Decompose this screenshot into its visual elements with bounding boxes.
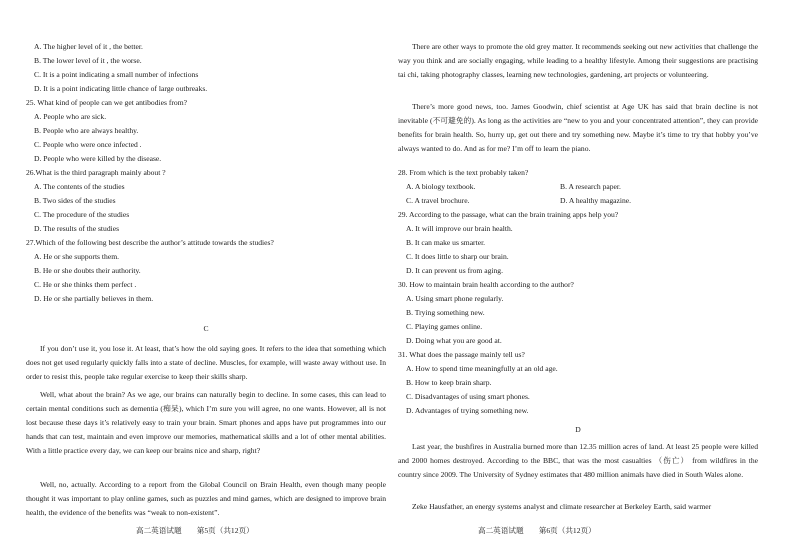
q29-stem: 29. According to the passage, what can the brain training apps help you? [398, 210, 619, 219]
q26-option-b: B. Two sides of the studies [34, 196, 116, 205]
q25-option-d: D. People who were killed by the disease. [34, 154, 162, 163]
q24-option-b: B. The lower level of it , the worse. [34, 56, 142, 65]
q27-stem: 27.Which of the following best describe the author’s attitude towards the studies? [26, 238, 274, 247]
q26-option-d: D. The results of the studies [34, 224, 120, 233]
q31-option-d: D. Advantages of trying something new. [406, 406, 529, 415]
q25-option-a: A. People who are sick. [34, 112, 107, 121]
q29-option-a: A. It will improve our brain health. [406, 224, 513, 233]
q31-option-b: B. How to keep brain sharp. [406, 378, 492, 387]
q31-option-a: A. How to spend time meaningfully at an old age. [406, 364, 558, 373]
q31-stem: 31. What does the passage mainly tell us? [398, 350, 525, 359]
q28-option-b: B. A research paper. [560, 182, 621, 191]
passage-c-paragraph-5: There’s more good news, too. James Goodwin, chief scientist at Age UK has said that brain decline is not inevitable (不可避免的). As long as the activities are “new to you and your concentrated attention”, they can provide benefits for brain health. So, hurry up, get out there and try something new. Maybe it’s time to try that hobby you’ve always wanted to do. And as for me? I’m off to learn the piano. [398, 102, 758, 153]
passage-d-paragraph-1: Last year, the bushfires in Australia burned more than 12.35 million acres of land. At least 25 people were killed and 2000 homes destroyed. According to the BBC, that was the most casualties （伤亡） from wildfires in the country since 2009. The University of Sydney estimates that 480 million animals have died in South Wales alone. [398, 442, 758, 479]
q29-option-b: B. It can make us smarter. [406, 238, 486, 247]
page-footer-left: 高二英语试题 第5页（共12页） [136, 526, 254, 535]
passage-c-paragraph-2: Well, what about the brain? As we age, our brains can naturally begin to decline. In some cases, this can lead to certain mental conditions such as dementia (痴呆), which I’m sure you will agree, no one wants. However, all is not lost because these days it’s relatively easy to train your brain. Smart phones and apps have put programmes into our hands that can test, maintain and even improve our memories, mathematical skills and a lot of other mental abilities. With a little practice every day, we can keep our brains nice and sharp, right? [26, 390, 386, 455]
q27-option-c: C. He or she thinks them perfect . [34, 280, 137, 289]
q29-option-c: C. It does little to sharp our brain. [406, 252, 509, 261]
q28-option-a: A. A biology textbook. [406, 182, 476, 191]
q30-option-d: D. Doing what you are good at. [406, 336, 502, 345]
q26-option-a: A. The contents of the studies [34, 182, 125, 191]
q26-option-c: C. The procedure of the studies [34, 210, 130, 219]
passage-c-paragraph-3: Well, no, actually. According to a report from the Global Council on Brain Health, even though many people thought it was important to play online games, such as puzzles and mind games, which are designed to improve brain health, the evidence of the benefits was “weak to non-existent”. [26, 480, 386, 517]
q27-option-d: D. He or she partially believes in them. [34, 294, 154, 303]
q30-option-a: A. Using smart phone regularly. [406, 294, 504, 303]
q24-option-c: C. It is a point indicating a small number of infections [34, 70, 199, 79]
q31-option-c: C. Disadvantages of using smart phones. [406, 392, 530, 401]
q25-option-c: C. People who were once infected . [34, 140, 142, 149]
section-d-heading: D [575, 425, 581, 434]
page-footer-right: 高二英语试题 第6页（共12页） [478, 526, 596, 535]
q28-stem: 28. From which is the text probably taken? [398, 168, 529, 177]
q25-option-b: B. People who are always healthy. [34, 126, 139, 135]
q27-option-a: A. He or she supports them. [34, 252, 119, 261]
q24-option-a: A. The higher level of it , the better. [34, 42, 143, 51]
q26-stem: 26.What is the third paragraph mainly about ? [26, 168, 166, 177]
q28-option-c: C. A travel brochure. [406, 196, 470, 205]
q27-option-b: B. He or she doubts their authority. [34, 266, 141, 275]
q29-option-d: D. It can prevent us from aging. [406, 266, 504, 275]
q25-stem: 25. What kind of people can we get antibodies from? [26, 98, 187, 107]
q30-option-c: C. Playing games online. [406, 322, 483, 331]
q28-option-d: D. A healthy magazine. [560, 196, 632, 205]
q24-option-d: D. It is a point indicating little chance of large outbreaks. [34, 84, 208, 93]
passage-d-paragraph-2: Zeke Hausfather, an energy systems analyst and climate researcher at Berkeley Earth, said warmer [412, 502, 712, 511]
section-c-heading: C [203, 324, 209, 333]
q30-stem: 30. How to maintain brain health according to the author? [398, 280, 574, 289]
left-column [26, 0, 386, 560]
q30-option-b: B. Trying something new. [406, 308, 485, 317]
right-column [398, 0, 758, 560]
passage-c-paragraph-1: If you don’t use it, you lose it. At least, that’s how the old saying goes. It refers to the idea that something which does not get used regularly quickly falls into a state of decline. Muscles, for example, will waste away without use. In order to resist this, people take regular exercise to keep their skills sharp. [26, 344, 386, 381]
passage-c-paragraph-4: There are other ways to promote the old grey matter. It recommends seeking out new activities that challenge the way you think and are socially engaging, while leading to a healthy lifestyle. Among their suggestions are practising tai chi, taking photography classes, learning new technologies, gardening, art projects or volunteering. [398, 42, 758, 79]
